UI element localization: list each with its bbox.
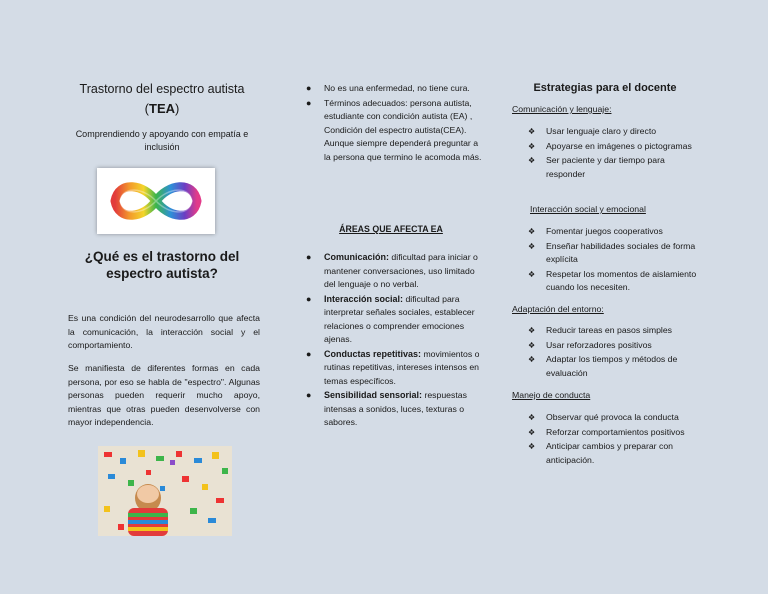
diamond-bullet-icon: ❖	[528, 241, 536, 251]
strategy-list	[506, 324, 704, 381]
diamond-bullet-icon: ❖	[528, 413, 536, 422]
bullet-dot-icon: ●	[306, 252, 312, 262]
panel-middle	[300, 0, 482, 594]
diamond-bullet-icon: ❖	[528, 141, 536, 151]
diamond-bullet-icon: ❖	[528, 442, 536, 451]
notes-list	[300, 82, 482, 165]
list-item: ❖ Reducir tareas en pasos simples	[506, 324, 704, 338]
diamond-bullet-icon: ❖	[528, 227, 536, 236]
list-item: ● No es una enfermedad, no tiene cura.	[300, 82, 482, 96]
bullet-dot-icon: ●	[306, 83, 312, 93]
diamond-bullet-icon: ❖	[528, 269, 536, 279]
list-item: ❖ Usar lenguaje claro y directo	[506, 125, 704, 139]
strategy-list	[506, 411, 704, 468]
list-item: ❖ Reforzar comportamientos positivos	[506, 426, 704, 440]
strategies-title: Estrategias para el docente	[533, 82, 677, 94]
bullet-dot-icon: ●	[306, 348, 312, 359]
bullet-dot-icon: ●	[306, 97, 312, 108]
strategy-list	[506, 225, 704, 296]
section-heading: Manejo de conducta	[512, 390, 591, 400]
list-item: ● Comunicación: dificultad para iniciar o mantener conversaciones, uso limitado del lenguaje o no verbal.	[306, 252, 478, 289]
definition-paragraph: Es una condición del neurodesarrollo que afecta la comunicación, la interacción social y el comportamiento.	[68, 313, 260, 350]
diamond-bullet-icon: ❖	[528, 127, 536, 136]
diamond-bullet-icon: ❖	[528, 326, 536, 335]
section-heading: Comunicación y lenguaje:	[512, 104, 612, 114]
list-item: ❖ Fomentar juegos cooperativos	[506, 225, 704, 239]
diamond-bullet-icon: ❖	[528, 340, 536, 350]
section-question: ¿Qué es el trastorno del espectro autista?	[84, 249, 240, 281]
spectrum-paragraph: Se manifiesta de diferentes formas en cada persona, por eso se habla de "espectro". Algunas personas pueden requerir mucho apoyo, mientras que otras pueden desenvolverse con mayor independencia.	[68, 363, 260, 427]
list-item: ❖ Apoyarse en imágenes o pictogramas	[506, 140, 704, 154]
list-item: ● Sensibilidad sensorial: respuestas intensas a sonidos, luces, texturas o sabores.	[306, 390, 467, 427]
areas-heading: ÁREAS QUE AFECTA EA	[339, 224, 443, 234]
rainbow-infinity-icon	[97, 168, 215, 234]
subtitle: Comprendiendo y apoyando con empatía e inclusión	[75, 129, 249, 152]
abbrev-text: TEA	[149, 101, 175, 116]
title-abbreviation: (TEA)	[144, 101, 180, 116]
bullet-dot-icon: ●	[306, 390, 312, 400]
bullet-dot-icon: ●	[306, 293, 312, 304]
panel-left	[62, 0, 262, 594]
areas-list	[300, 251, 482, 431]
section-heading: Interacción social y emocional	[530, 204, 646, 214]
list-item: ❖ Enseñar habilidades sociales de forma explícita	[528, 240, 696, 264]
diamond-bullet-icon: ❖	[528, 355, 536, 364]
brochure-title: Trastorno del espectro autista	[79, 82, 245, 96]
diamond-bullet-icon: ❖	[528, 156, 536, 165]
strategy-list	[506, 125, 704, 182]
list-item: ❖ Usar reforzadores positivos	[506, 339, 704, 353]
diamond-bullet-icon: ❖	[528, 427, 536, 437]
list-item: ❖ Anticipar cambios y preparar con anticipación.	[528, 441, 673, 465]
child-with-blocks-photo	[98, 446, 232, 536]
list-item: ● Conductas repetitivas: movimientos o rutinas repetitivas, intereses intensos en temas específicos.	[306, 348, 480, 386]
list-item: ● Términos adecuados: persona autista, estudiante con condición autista (EA) , Condición del espectro autista(CEA). Aunque siempre dependerá preguntar a la persona que termino le acomoda más.	[306, 97, 482, 162]
list-item: ❖ Adaptar los tiempos y métodos de evaluación	[528, 354, 678, 378]
panel-right	[506, 0, 704, 594]
list-item: ❖ Ser paciente y dar tiempo para responder	[528, 155, 665, 179]
infinity-image	[97, 168, 215, 234]
list-item: ❖ Respetar los momentos de aislamiento cuando los necesiten.	[528, 268, 697, 292]
list-item: ❖ Observar qué provoca la conducta	[506, 411, 704, 425]
list-item: ● Interacción social: dificultad para interpretar señales sociales, establecer relaciones o comprender emociones ajenas.	[306, 293, 475, 344]
section-heading: Adaptación del entorno:	[512, 304, 604, 314]
